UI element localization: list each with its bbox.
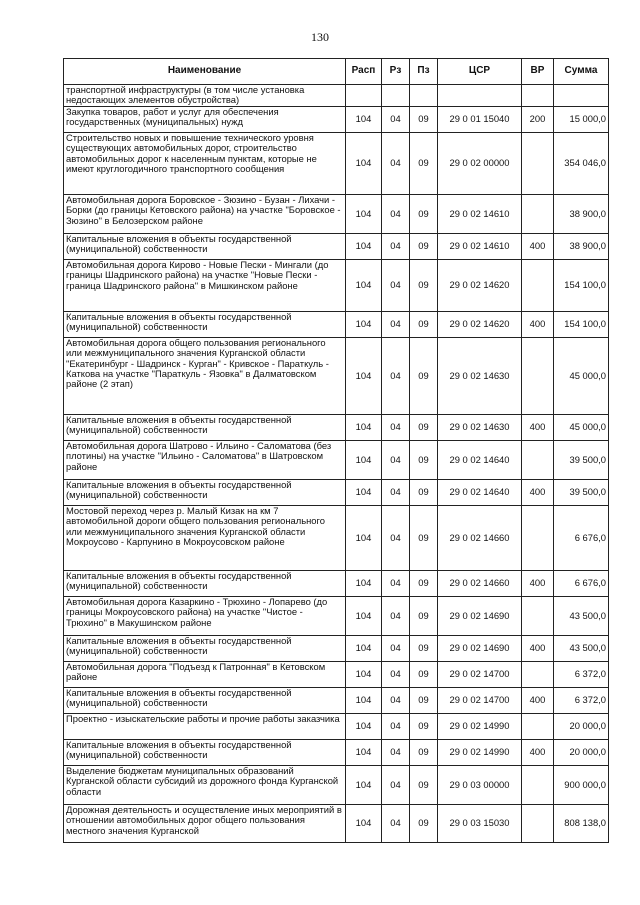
cell-vr [522, 259, 554, 311]
cell-vr: 400 [522, 233, 554, 259]
cell-pz: 09 [410, 132, 438, 194]
cell-sum: 808 138,0 [554, 804, 609, 842]
header-name: Наименование [64, 59, 346, 85]
cell-sum: 39 500,0 [554, 479, 609, 505]
cell-pz [410, 85, 438, 107]
cell-rasp: 104 [346, 440, 382, 479]
cell-name: Капитальные вложения в объекты государственной (муниципальной) собственности [64, 479, 346, 505]
table-row [64, 687, 609, 713]
cell-pz: 09 [410, 713, 438, 739]
cell-pz: 09 [410, 194, 438, 233]
cell-pz: 09 [410, 106, 438, 132]
cell-vr: 400 [522, 414, 554, 440]
page-number: 130 [311, 30, 329, 44]
table-row [64, 233, 609, 259]
cell-pz: 09 [410, 739, 438, 765]
cell-rasp: 104 [346, 596, 382, 635]
cell-csr: 29 0 02 14690 [438, 635, 522, 661]
cell-name: Автомобильная дорога Кирово - Новые Пески - Мингали (до границы Шадринского района) на участке "Новые Пески - граница Шадринского района" в Мишкинском районе [64, 259, 346, 311]
cell-sum: 154 100,0 [554, 311, 609, 337]
cell-rasp: 104 [346, 570, 382, 596]
cell-sum: 6 372,0 [554, 687, 609, 713]
cell-rasp: 104 [346, 106, 382, 132]
cell-csr: 29 0 02 14660 [438, 505, 522, 570]
cell-sum [554, 85, 609, 107]
cell-pz: 09 [410, 687, 438, 713]
cell-name: Капитальные вложения в объекты государственной (муниципальной) собственности [64, 570, 346, 596]
table-row [64, 739, 609, 765]
cell-sum: 45 000,0 [554, 414, 609, 440]
cell-csr: 29 0 02 14620 [438, 311, 522, 337]
cell-pz: 09 [410, 479, 438, 505]
cell-rz: 04 [382, 440, 410, 479]
cell-vr [522, 85, 554, 107]
cell-sum: 6 372,0 [554, 661, 609, 687]
table-row [64, 804, 609, 842]
cell-rz: 04 [382, 596, 410, 635]
cell-vr [522, 596, 554, 635]
cell-pz: 09 [410, 570, 438, 596]
cell-rasp: 104 [346, 804, 382, 842]
cell-pz: 09 [410, 596, 438, 635]
table-row [64, 85, 609, 107]
cell-vr [522, 765, 554, 804]
cell-vr [522, 337, 554, 414]
cell-sum: 20 000,0 [554, 739, 609, 765]
cell-sum: 354 046,0 [554, 132, 609, 194]
cell-sum: 6 676,0 [554, 570, 609, 596]
cell-sum: 43 500,0 [554, 635, 609, 661]
cell-rasp: 104 [346, 132, 382, 194]
cell-sum: 6 676,0 [554, 505, 609, 570]
cell-csr: 29 0 02 14990 [438, 713, 522, 739]
cell-csr: 29 0 02 14640 [438, 479, 522, 505]
table-row [64, 106, 609, 132]
cell-name: Мостовой переход через р. Малый Кизак на км 7 автомобильной дороги общего пользования регионального или межмуниципального значения Курганской области Мокроусово - Карпунино в Мокроусовском районе [64, 505, 346, 570]
cell-pz: 09 [410, 259, 438, 311]
cell-pz: 09 [410, 661, 438, 687]
cell-pz: 09 [410, 414, 438, 440]
cell-rz: 04 [382, 739, 410, 765]
table-row [64, 505, 609, 570]
table-header-row [64, 59, 609, 85]
cell-rasp: 104 [346, 311, 382, 337]
cell-csr: 29 0 02 00000 [438, 132, 522, 194]
cell-name: Дорожная деятельность и осуществление иных мероприятий в отношении автомобильных дорог общего пользования местного значения Курганской [64, 804, 346, 842]
cell-rasp: 104 [346, 661, 382, 687]
cell-csr: 29 0 02 14610 [438, 233, 522, 259]
cell-sum: 38 900,0 [554, 233, 609, 259]
cell-sum: 39 500,0 [554, 440, 609, 479]
table-row [64, 337, 609, 414]
cell-rz: 04 [382, 570, 410, 596]
cell-name: Закупка товаров, работ и услуг для обеспечения государственных (муниципальных) нужд [64, 106, 346, 132]
cell-rz: 04 [382, 661, 410, 687]
cell-sum: 15 000,0 [554, 106, 609, 132]
cell-vr [522, 194, 554, 233]
cell-name: Капитальные вложения в объекты государственной (муниципальной) собственности [64, 687, 346, 713]
header-rz: Рз [382, 59, 410, 85]
table-row [64, 596, 609, 635]
cell-pz: 09 [410, 804, 438, 842]
cell-rasp: 104 [346, 713, 382, 739]
cell-vr [522, 505, 554, 570]
cell-sum: 45 000,0 [554, 337, 609, 414]
cell-vr: 200 [522, 106, 554, 132]
cell-csr: 29 0 01 15040 [438, 106, 522, 132]
cell-sum: 900 000,0 [554, 765, 609, 804]
cell-pz: 09 [410, 765, 438, 804]
cell-pz: 09 [410, 635, 438, 661]
cell-csr: 29 0 02 14630 [438, 337, 522, 414]
cell-csr: 29 0 02 14660 [438, 570, 522, 596]
cell-rz [382, 85, 410, 107]
header-vr: ВР [522, 59, 554, 85]
cell-csr: 29 0 02 14700 [438, 687, 522, 713]
cell-name: Капитальные вложения в объекты государственной (муниципальной) собственности [64, 739, 346, 765]
cell-rz: 04 [382, 635, 410, 661]
cell-rasp: 104 [346, 687, 382, 713]
cell-rasp: 104 [346, 765, 382, 804]
table-row [64, 414, 609, 440]
cell-name: Выделение бюджетам муниципальных образований Курганской области субсидий из дорожного фонда Курганской области [64, 765, 346, 804]
cell-name: Автомобильная дорога общего пользования регионального или межмуниципального значения Курганской области "Екатеринбург - Шадринск - Курган" - Кривское - Параткуль - Каткова на участке "Параткуль - Язовка" в Далматовском районе (2 этап) [64, 337, 346, 414]
cell-pz: 09 [410, 337, 438, 414]
cell-rz: 04 [382, 765, 410, 804]
cell-pz: 09 [410, 233, 438, 259]
cell-vr [522, 132, 554, 194]
table-row [64, 132, 609, 194]
cell-pz: 09 [410, 505, 438, 570]
cell-pz: 09 [410, 440, 438, 479]
cell-csr: 29 0 02 14690 [438, 596, 522, 635]
cell-vr: 400 [522, 687, 554, 713]
cell-rz: 04 [382, 132, 410, 194]
cell-rz: 04 [382, 233, 410, 259]
cell-rz: 04 [382, 713, 410, 739]
cell-name: Проектно - изыскательские работы и прочие работы заказчика [64, 713, 346, 739]
cell-rasp: 104 [346, 337, 382, 414]
cell-rasp: 104 [346, 505, 382, 570]
cell-name: Автомобильная дорога "Подъезд к Патронная" в Кетовском районе [64, 661, 346, 687]
table-row [64, 311, 609, 337]
cell-name: Автомобильная дорога Казаркино - Трюхино - Лопарево (до границы Мокроусовского района) на участке "Чистое - Трюхино" в Макушинском районе [64, 596, 346, 635]
cell-name: Капитальные вложения в объекты государственной (муниципальной) собственности [64, 311, 346, 337]
cell-sum: 43 500,0 [554, 596, 609, 635]
cell-rz: 04 [382, 259, 410, 311]
table-row [64, 765, 609, 804]
cell-vr: 400 [522, 739, 554, 765]
table-row [64, 713, 609, 739]
table-row [64, 194, 609, 233]
cell-csr: 29 0 02 14630 [438, 414, 522, 440]
cell-rasp: 104 [346, 739, 382, 765]
cell-csr: 29 0 02 14640 [438, 440, 522, 479]
cell-vr [522, 713, 554, 739]
cell-rz: 04 [382, 194, 410, 233]
header-rasp: Расп [346, 59, 382, 85]
cell-rz: 04 [382, 505, 410, 570]
cell-csr: 29 0 02 14700 [438, 661, 522, 687]
cell-rz: 04 [382, 106, 410, 132]
cell-rasp: 104 [346, 635, 382, 661]
table-row [64, 635, 609, 661]
cell-csr: 29 0 02 14620 [438, 259, 522, 311]
table-row [64, 440, 609, 479]
cell-name: Капитальные вложения в объекты государственной (муниципальной) собственности [64, 635, 346, 661]
cell-rasp [346, 85, 382, 107]
cell-csr: 29 0 02 14990 [438, 739, 522, 765]
cell-rz: 04 [382, 804, 410, 842]
cell-name: Строительство новых и повышение технического уровня существующих автомобильных дорог, строительство автомобильных дорог к населенным пунктам, которые не имеют круглогодичного транспортного сообщения [64, 132, 346, 194]
cell-name: Капитальные вложения в объекты государственной (муниципальной) собственности [64, 233, 346, 259]
cell-rz: 04 [382, 479, 410, 505]
cell-rz: 04 [382, 337, 410, 414]
cell-vr [522, 804, 554, 842]
cell-csr: 29 0 03 00000 [438, 765, 522, 804]
header-pz: Пз [410, 59, 438, 85]
budget-table [63, 58, 609, 843]
cell-rz: 04 [382, 311, 410, 337]
cell-csr [438, 85, 522, 107]
cell-rasp: 104 [346, 259, 382, 311]
cell-name: Автомобильная дорога Боровское - Зюзино - Бузан - Лихачи - Борки (до границы Кетовского района) на участке "Боровское - Зюзино" в Белозерском районе [64, 194, 346, 233]
cell-csr: 29 0 03 15030 [438, 804, 522, 842]
cell-name: транспортной инфраструктуры (в том числе установка недостающих элементов обустройства) [64, 85, 346, 107]
cell-rz: 04 [382, 414, 410, 440]
cell-rasp: 104 [346, 414, 382, 440]
cell-vr: 400 [522, 311, 554, 337]
cell-rasp: 104 [346, 233, 382, 259]
table-row [64, 661, 609, 687]
cell-vr [522, 440, 554, 479]
cell-sum: 38 900,0 [554, 194, 609, 233]
header-csr: ЦСР [438, 59, 522, 85]
table-row [64, 570, 609, 596]
table-row [64, 259, 609, 311]
cell-sum: 20 000,0 [554, 713, 609, 739]
header-sum: Сумма [554, 59, 609, 85]
cell-vr [522, 661, 554, 687]
cell-name: Капитальные вложения в объекты государственной (муниципальной) собственности [64, 414, 346, 440]
cell-rz: 04 [382, 687, 410, 713]
cell-vr: 400 [522, 479, 554, 505]
cell-rasp: 104 [346, 479, 382, 505]
cell-sum: 154 100,0 [554, 259, 609, 311]
cell-vr: 400 [522, 570, 554, 596]
cell-vr: 400 [522, 635, 554, 661]
table-row [64, 479, 609, 505]
cell-csr: 29 0 02 14610 [438, 194, 522, 233]
cell-name: Автомобильная дорога Шатрово - Ильино - Саломатова (без плотины) на участке "Ильино - Саломатова" в Шатровском районе [64, 440, 346, 479]
cell-pz: 09 [410, 311, 438, 337]
cell-rasp: 104 [346, 194, 382, 233]
